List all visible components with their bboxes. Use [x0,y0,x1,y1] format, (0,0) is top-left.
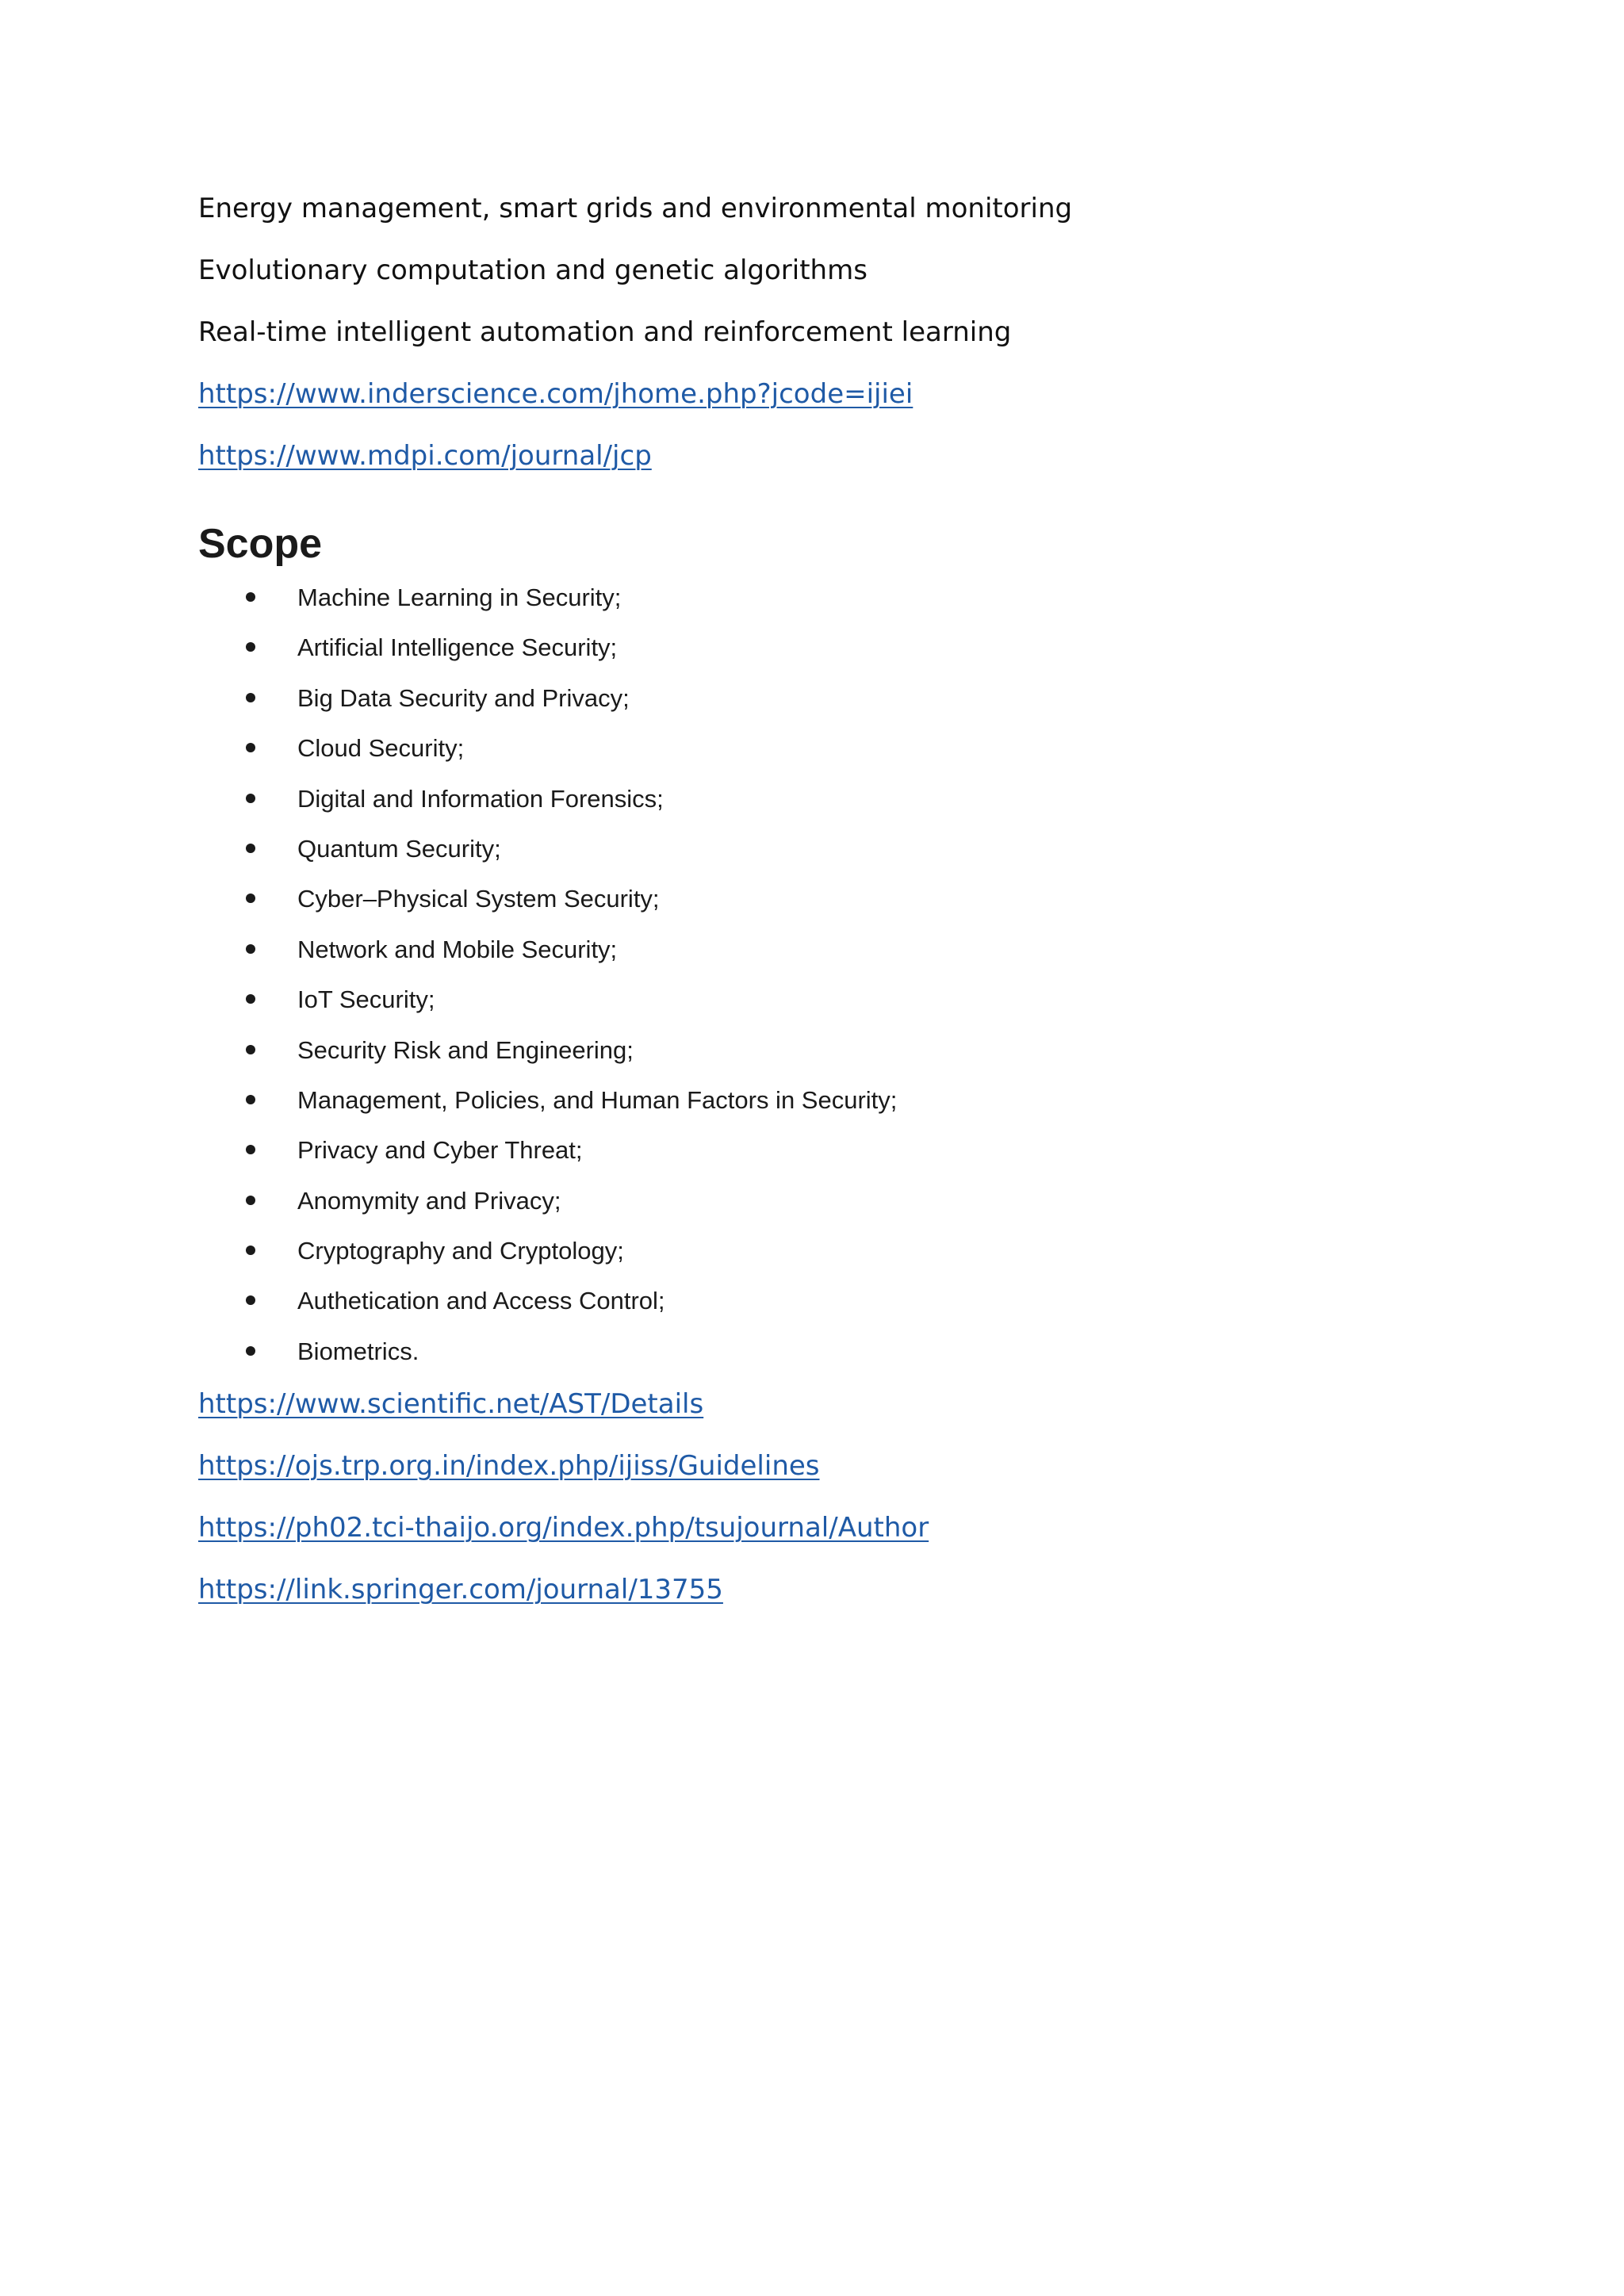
scope-item-label: Security Risk and Engineering; [297,1035,634,1064]
scope-item [198,1135,1467,1165]
link-springer[interactable]: https://link.springer.com/journal/13755 [198,1574,723,1606]
topic-line-evolutionary: Evolutionary computation and genetic algorithms [198,254,868,286]
scope-item [198,1235,1467,1266]
scope-item [198,683,1467,714]
bullet-icon [246,1145,255,1154]
scope-item-label: Management, Policies, and Human Factors in Security; [297,1085,898,1114]
link-trp-ijiss[interactable]: https://ojs.trp.org.in/index.php/ijiss/Guidelines [198,1450,820,1483]
bullet-icon [246,1346,255,1356]
scope-item-label: Privacy and Cyber Threat; [297,1136,583,1165]
scope-item-label: Anomymity and Privacy; [297,1186,561,1215]
scope-item [198,733,1467,763]
scope-item [198,883,1467,914]
bullet-icon [246,1045,255,1054]
scope-item-label: Network and Mobile Security; [297,935,618,963]
scope-item-label: Digital and Information Forensics; [297,784,664,813]
bullet-icon [246,1295,255,1305]
scope-item-label: Authetication and Access Control; [297,1287,665,1315]
scope-item-label: Machine Learning in Security; [297,584,622,611]
scope-item [198,1035,1467,1066]
scope-item [198,632,1467,663]
scope-item-label: Big Data Security and Privacy; [297,683,630,712]
bullet-icon [246,794,255,803]
scope-item [198,1336,1467,1367]
scope-list [198,582,1467,1367]
scope-item [198,833,1467,864]
scope-item-label: IoT Security; [297,985,435,1014]
scope-item-label: Cryptography and Cryptology; [297,1237,624,1265]
scope-item-label: Artificial Intelligence Security; [297,633,618,662]
bullet-icon [246,693,255,702]
link-inderscience[interactable]: https://www.inderscience.com/jhome.php?jcode=ijiei [198,378,914,410]
scope-item [198,1085,1467,1115]
link-tci-thaijo[interactable]: https://ph02.tci-thaijo.org/index.php/tsujournal/Author [198,1512,929,1544]
topic-line-realtime: Real-time intelligent automation and reinforcement learning [198,316,1012,348]
link-mdpi[interactable]: https://www.mdpi.com/journal/jcp [198,440,652,472]
bullet-icon [246,642,255,652]
scope-item-label: Quantum Security; [297,834,501,863]
document-content [198,190,1467,1633]
scope-item [198,934,1467,965]
scope-item [198,582,1467,613]
bullet-icon [246,894,255,903]
scope-item [198,984,1467,1015]
scope-item [198,783,1467,814]
scope-heading: Scope [198,521,323,567]
scope-item-label: Cyber–Physical System Security; [297,885,660,913]
bullet-icon [246,1196,255,1205]
bullet-icon [246,994,255,1004]
scope-item-label: Biometrics. [297,1337,419,1365]
scope-item [198,1285,1467,1316]
scope-item [198,1185,1467,1216]
scope-item-label: Cloud Security; [297,734,465,763]
bullet-icon [246,743,255,752]
bullet-icon [246,592,255,602]
bullet-icon [246,1246,255,1255]
bullet-icon [246,1095,255,1104]
topic-line-energy: Energy management, smart grids and environmental monitoring [198,193,1073,224]
bullet-icon [246,944,255,954]
bullet-icon [246,844,255,853]
link-scientific-net[interactable]: https://www.scientific.net/AST/Details [198,1388,704,1421]
